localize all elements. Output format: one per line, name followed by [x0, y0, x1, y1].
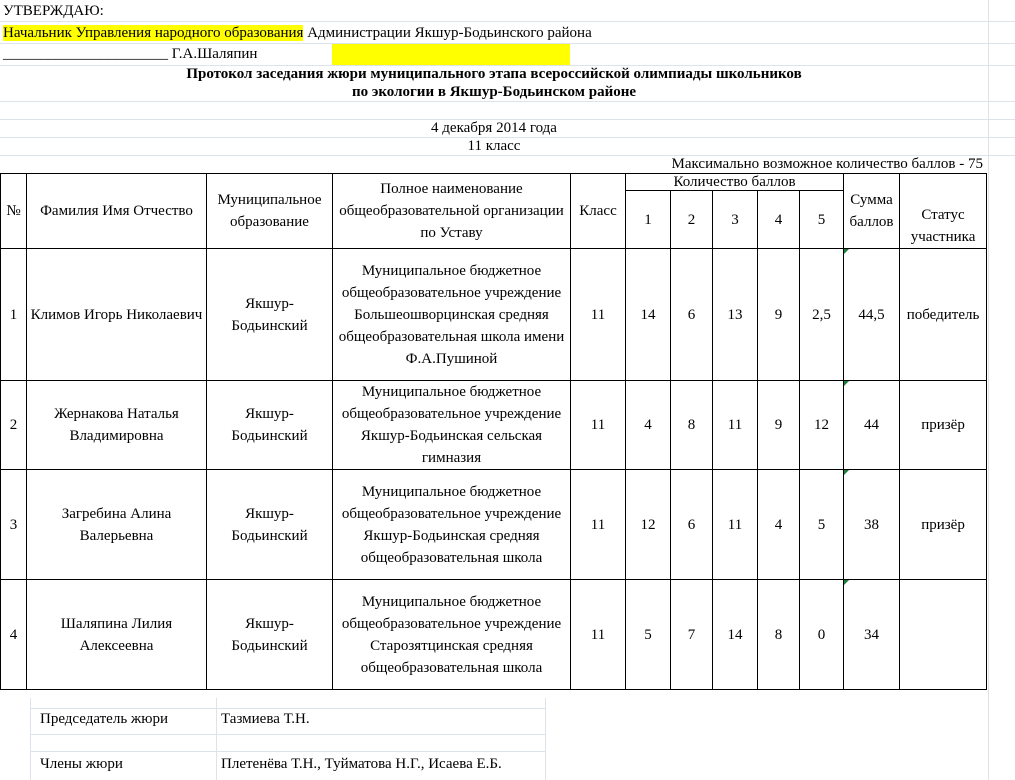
row-num: 4 [1, 580, 27, 690]
row-grade: 11 [571, 381, 626, 470]
row-sum [844, 249, 900, 381]
row-score-4: 4 [758, 470, 800, 580]
col-header-grade: Класс [571, 174, 626, 249]
row-sum [844, 470, 900, 580]
row-sum-value: 38 [864, 516, 880, 533]
col-header-municipality: Муниципальное образование [207, 174, 333, 249]
approver-position [3, 25, 592, 42]
max-score-note: Максимально возможное количество баллов - 75 [671, 156, 983, 172]
approve-label: УТВЕРЖДАЮ: [3, 3, 104, 19]
row-municipality: Якшур-Бодьинский [207, 381, 333, 470]
protocol-title-line-2: по экологии в Якшур-Бодьинском районе [351, 84, 637, 100]
row-sum-value: 44,5 [858, 306, 885, 323]
row-score-3: 13 [713, 249, 758, 381]
row-name: Загребина Алина Валерьевна [27, 470, 207, 580]
row-grade: 11 [571, 470, 626, 580]
row-score-5: 5 [800, 470, 844, 580]
jury-chair-name: Тазмиева Т.Н. [221, 711, 310, 727]
row-org: Муниципальное бюджетное общеобразовательное учреждение Якшур-Бодьинская сельская гимназия [333, 381, 571, 470]
col-header-name: Фамилия Имя Отчество [27, 174, 207, 249]
protocol-grade: 11 класс [467, 138, 521, 154]
row-sum-value: 34 [864, 626, 880, 643]
row-score-3: 11 [713, 381, 758, 470]
row-score-5: 0 [800, 580, 844, 690]
task-number-5: 5 [800, 191, 844, 249]
table-row [1, 580, 987, 690]
row-municipality: Якшур-Бодьинский [207, 580, 333, 690]
protocol-title-line-1: Протокол заседания жюри муниципального этапа всероссийской олимпиады школьников [186, 66, 802, 82]
table-row [1, 249, 987, 381]
task-number-2: 2 [671, 191, 713, 249]
row-sum [844, 580, 900, 690]
table-row [1, 470, 987, 580]
row-name: Жернакова Наталья Владимировна [27, 381, 207, 470]
task-number-3: 3 [713, 191, 758, 249]
row-score-4: 8 [758, 580, 800, 690]
cell-comment-marker [844, 249, 849, 254]
approver-position-highlighted: Начальник Управления народного образования [3, 25, 304, 41]
cell-comment-marker [844, 580, 849, 585]
row-name: Шаляпина Лилия Алексеевна [27, 580, 207, 690]
row-score-1: 4 [626, 381, 671, 470]
approver-position-rest: Администрации Якшур-Бодьинского района [307, 25, 592, 41]
row-num: 2 [1, 381, 27, 470]
row-num: 1 [1, 249, 27, 381]
task-number-4: 4 [758, 191, 800, 249]
row-status [900, 580, 987, 690]
highlighted-cell [332, 44, 570, 65]
row-grade: 11 [571, 580, 626, 690]
row-score-1: 12 [626, 470, 671, 580]
row-status: победитель [900, 249, 987, 381]
protocol-date: 4 декабря 2014 года [431, 120, 557, 136]
row-org: Муниципальное бюджетное общеобразовательное учреждение Якшур-Бодьинская средняя общеобразовательная школа [333, 470, 571, 580]
row-score-3: 14 [713, 580, 758, 690]
approver-signature: ______________________ Г.А.Шаляпин [3, 46, 258, 62]
row-status: призёр [900, 470, 987, 580]
cell-comment-marker [844, 470, 849, 475]
row-grade: 11 [571, 249, 626, 381]
jury-members-names: Плетенёва Т.Н., Туйматова Н.Г., Исаева Е.Б. [221, 756, 502, 772]
col-header-num: № [1, 174, 27, 249]
jury-members-label: Члены жюри [40, 756, 123, 772]
jury-chair-label: Председатель жюри [40, 711, 169, 727]
row-score-2: 6 [671, 470, 713, 580]
row-status: призёр [900, 381, 987, 470]
row-score-2: 7 [671, 580, 713, 690]
col-header-org: Полное наименование общеобразовательной организации по Уставу [333, 174, 571, 249]
table-row [1, 381, 987, 470]
task-number-1: 1 [626, 191, 671, 249]
cell-comment-marker [844, 381, 849, 386]
row-municipality: Якшур-Бодьинский [207, 470, 333, 580]
row-score-2: 8 [671, 381, 713, 470]
row-sum-value: 44 [864, 417, 880, 433]
col-header-sum: Сумма баллов [844, 174, 900, 249]
col-header-status: Статус участника [900, 174, 987, 249]
row-name: Климов Игорь Николаевич [27, 249, 207, 381]
row-num: 3 [1, 470, 27, 580]
row-score-3: 11 [713, 470, 758, 580]
row-score-5: 2,5 [800, 249, 844, 381]
row-sum [844, 381, 900, 470]
row-org: Муниципальное бюджетное общеобразовательное учреждение Большеошворцинская средняя общеобразовательная школа имени Ф.А.Пушиной [333, 249, 571, 381]
row-score-1: 14 [626, 249, 671, 381]
row-municipality: Якшур-Бодьинский [207, 249, 333, 381]
col-header-scores: Количество баллов [626, 174, 844, 191]
row-score-4: 9 [758, 381, 800, 470]
row-score-1: 5 [626, 580, 671, 690]
row-score-5: 12 [800, 381, 844, 470]
row-org: Муниципальное бюджетное общеобразовательное учреждение Старозятцинская средняя общеобразовательная школа [333, 580, 571, 690]
results-table [0, 173, 987, 690]
row-score-2: 6 [671, 249, 713, 381]
table-header-row [1, 174, 987, 191]
row-score-4: 9 [758, 249, 800, 381]
